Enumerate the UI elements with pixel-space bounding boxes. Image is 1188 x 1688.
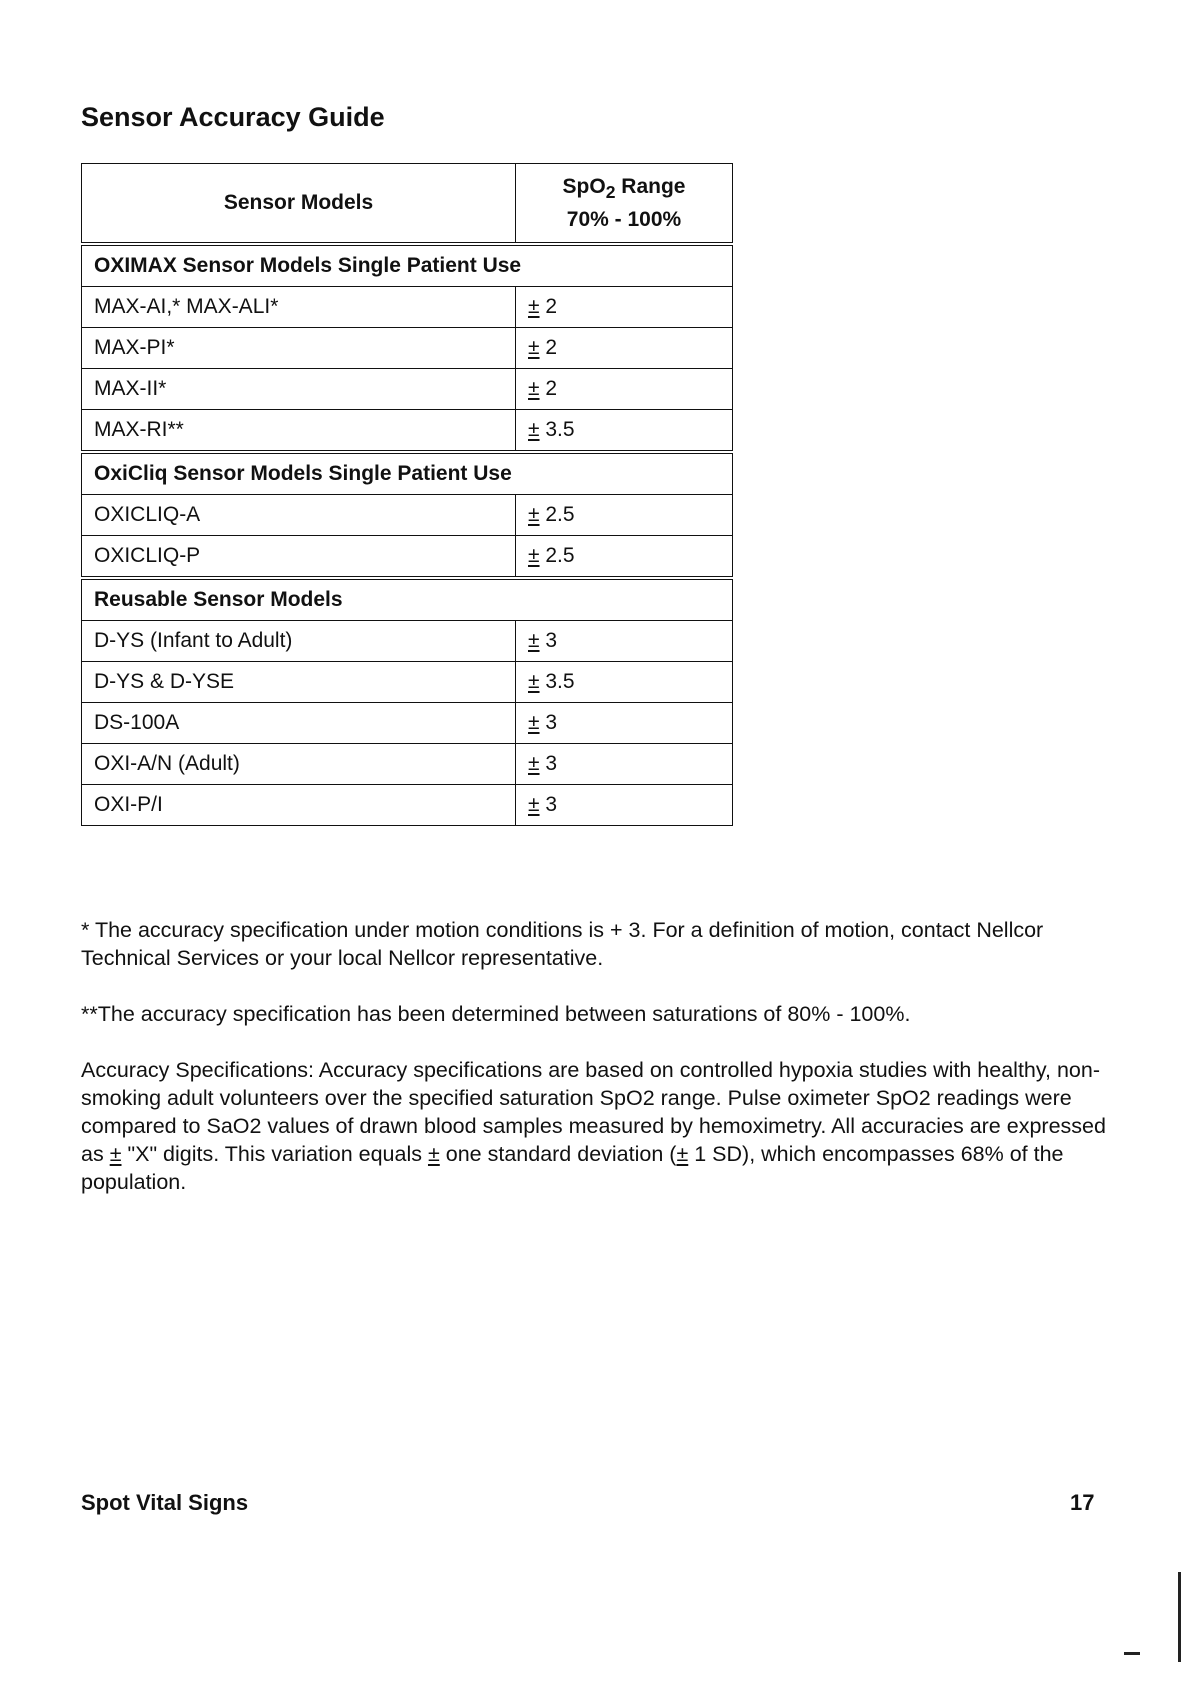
accuracy-value: 3.5: [545, 418, 575, 441]
table-group-row: [82, 452, 733, 495]
table-row: [82, 495, 733, 536]
spo2-subscript: 2: [605, 182, 616, 203]
sensor-model-cell: OXI-A/N (Adult): [82, 744, 516, 785]
group-heading: OXIMAX Sensor Models Single Patient Use: [82, 244, 733, 287]
plus-minus-symbol: ±: [528, 793, 540, 816]
table-row: [82, 703, 733, 744]
table-row: [82, 287, 733, 328]
accuracy-value: 2: [545, 377, 558, 400]
table-row: [82, 744, 733, 785]
col-header-spo2-range: [516, 164, 733, 245]
range-label: Range: [615, 174, 686, 198]
accuracy-value-cell: [516, 536, 733, 579]
col-header-sensor-models: Sensor Models: [82, 164, 516, 245]
sensor-model-cell: OXICLIQ-A: [82, 495, 516, 536]
accuracy-specifications-paragraph: [81, 1056, 1111, 1196]
accuracy-value: 3: [545, 793, 558, 816]
accuracy-value: 2: [545, 336, 558, 359]
notes-section: [81, 916, 1111, 1224]
table-row: [82, 328, 733, 369]
table-row: [82, 410, 733, 453]
group-heading: OxiCliq Sensor Models Single Patient Use: [82, 452, 733, 495]
accuracy-value-cell: [516, 662, 733, 703]
accuracy-value: 3: [545, 711, 558, 734]
plus-minus-symbol: ±: [528, 503, 540, 526]
spo2-label: SpO: [562, 174, 606, 198]
sensor-model-cell: DS-100A: [82, 703, 516, 744]
accuracy-value-cell: [516, 703, 733, 744]
spec-text-a: Accuracy Specifications: Accuracy specifications are based on controlled hypoxia studies with healthy, non-smoking adult volunteers over the specified saturation SpO2 range. Pulse oximeter SpO2 readings were compared to SaO2 values of drawn blood samples measured by hemoximetry. All accuracies are expressed as: [81, 1058, 1106, 1166]
scan-edge-mark: [1124, 1652, 1140, 1655]
motion-footnote: * The accuracy specification under motion conditions is + 3. For a definition of motion, contact Nellcor Technical Services or your local Nellcor representative.: [81, 918, 1044, 970]
table-body: [82, 244, 733, 826]
accuracy-value-cell: [516, 744, 733, 785]
plus-minus-symbol: ±: [528, 418, 540, 441]
sensor-model-cell: OXICLIQ-P: [82, 536, 516, 579]
sensor-model-cell: D-YS & D-YSE: [82, 662, 516, 703]
page-title: Sensor Accuracy Guide: [81, 102, 385, 132]
sensor-model-cell: MAX-AI,* MAX-ALI*: [82, 287, 516, 328]
footer-page-number: 17: [1070, 1490, 1095, 1515]
accuracy-value: 3.5: [545, 670, 575, 693]
accuracy-value-cell: [516, 621, 733, 662]
plus-minus-symbol: ±: [427, 1142, 440, 1166]
table-header-row: [82, 164, 733, 245]
spec-text-d: 1 SD), which encompasses 68% of the population.: [81, 1142, 1064, 1194]
sensor-model-cell: OXI-P/I: [82, 785, 516, 826]
accuracy-value-cell: [516, 369, 733, 410]
accuracy-value: 2.5: [545, 503, 575, 526]
plus-minus-symbol: ±: [528, 670, 540, 693]
spec-text-c: one standard deviation (: [439, 1142, 677, 1166]
sensor-model-cell: MAX-RI**: [82, 410, 516, 453]
sensor-model-cell: MAX-II*: [82, 369, 516, 410]
sensor-accuracy-table: [81, 163, 733, 826]
group-heading: Reusable Sensor Models: [82, 578, 733, 621]
table-row: [82, 621, 733, 662]
saturation-footnote: **The accuracy specification has been determined between saturations of 80% - 100%.: [81, 1002, 911, 1026]
plus-minus-symbol: ±: [528, 752, 540, 775]
accuracy-value-cell: [516, 410, 733, 453]
accuracy-value: 3: [545, 752, 558, 775]
sensor-model-cell: D-YS (Infant to Adult): [82, 621, 516, 662]
table-row: [82, 536, 733, 579]
plus-minus-symbol: ±: [528, 377, 540, 400]
accuracy-value-cell: [516, 328, 733, 369]
plus-minus-symbol: ±: [528, 629, 540, 652]
accuracy-value: 2: [545, 295, 558, 318]
plus-minus-symbol: ±: [528, 711, 540, 734]
scan-edge-mark: [1178, 1572, 1181, 1662]
table-row: [82, 662, 733, 703]
accuracy-value: 3: [545, 629, 558, 652]
accuracy-value-cell: [516, 495, 733, 536]
accuracy-value-cell: [516, 785, 733, 826]
spec-text-b: "X" digits. This variation equals: [121, 1142, 428, 1166]
accuracy-value: 2.5: [545, 544, 575, 567]
plus-minus-symbol: ±: [528, 544, 540, 567]
footer-document-title: Spot Vital Signs: [81, 1490, 249, 1515]
sensor-model-cell: MAX-PI*: [82, 328, 516, 369]
plus-minus-symbol: ±: [109, 1142, 122, 1166]
table-group-row: [82, 578, 733, 621]
plus-minus-symbol: ±: [528, 336, 540, 359]
table-row: [82, 369, 733, 410]
plus-minus-symbol: ±: [528, 295, 540, 318]
accuracy-value-cell: [516, 287, 733, 328]
plus-minus-symbol: ±: [676, 1142, 689, 1166]
table-group-row: [82, 244, 733, 287]
range-span-label: 70% - 100%: [566, 208, 682, 232]
table-row: [82, 785, 733, 826]
